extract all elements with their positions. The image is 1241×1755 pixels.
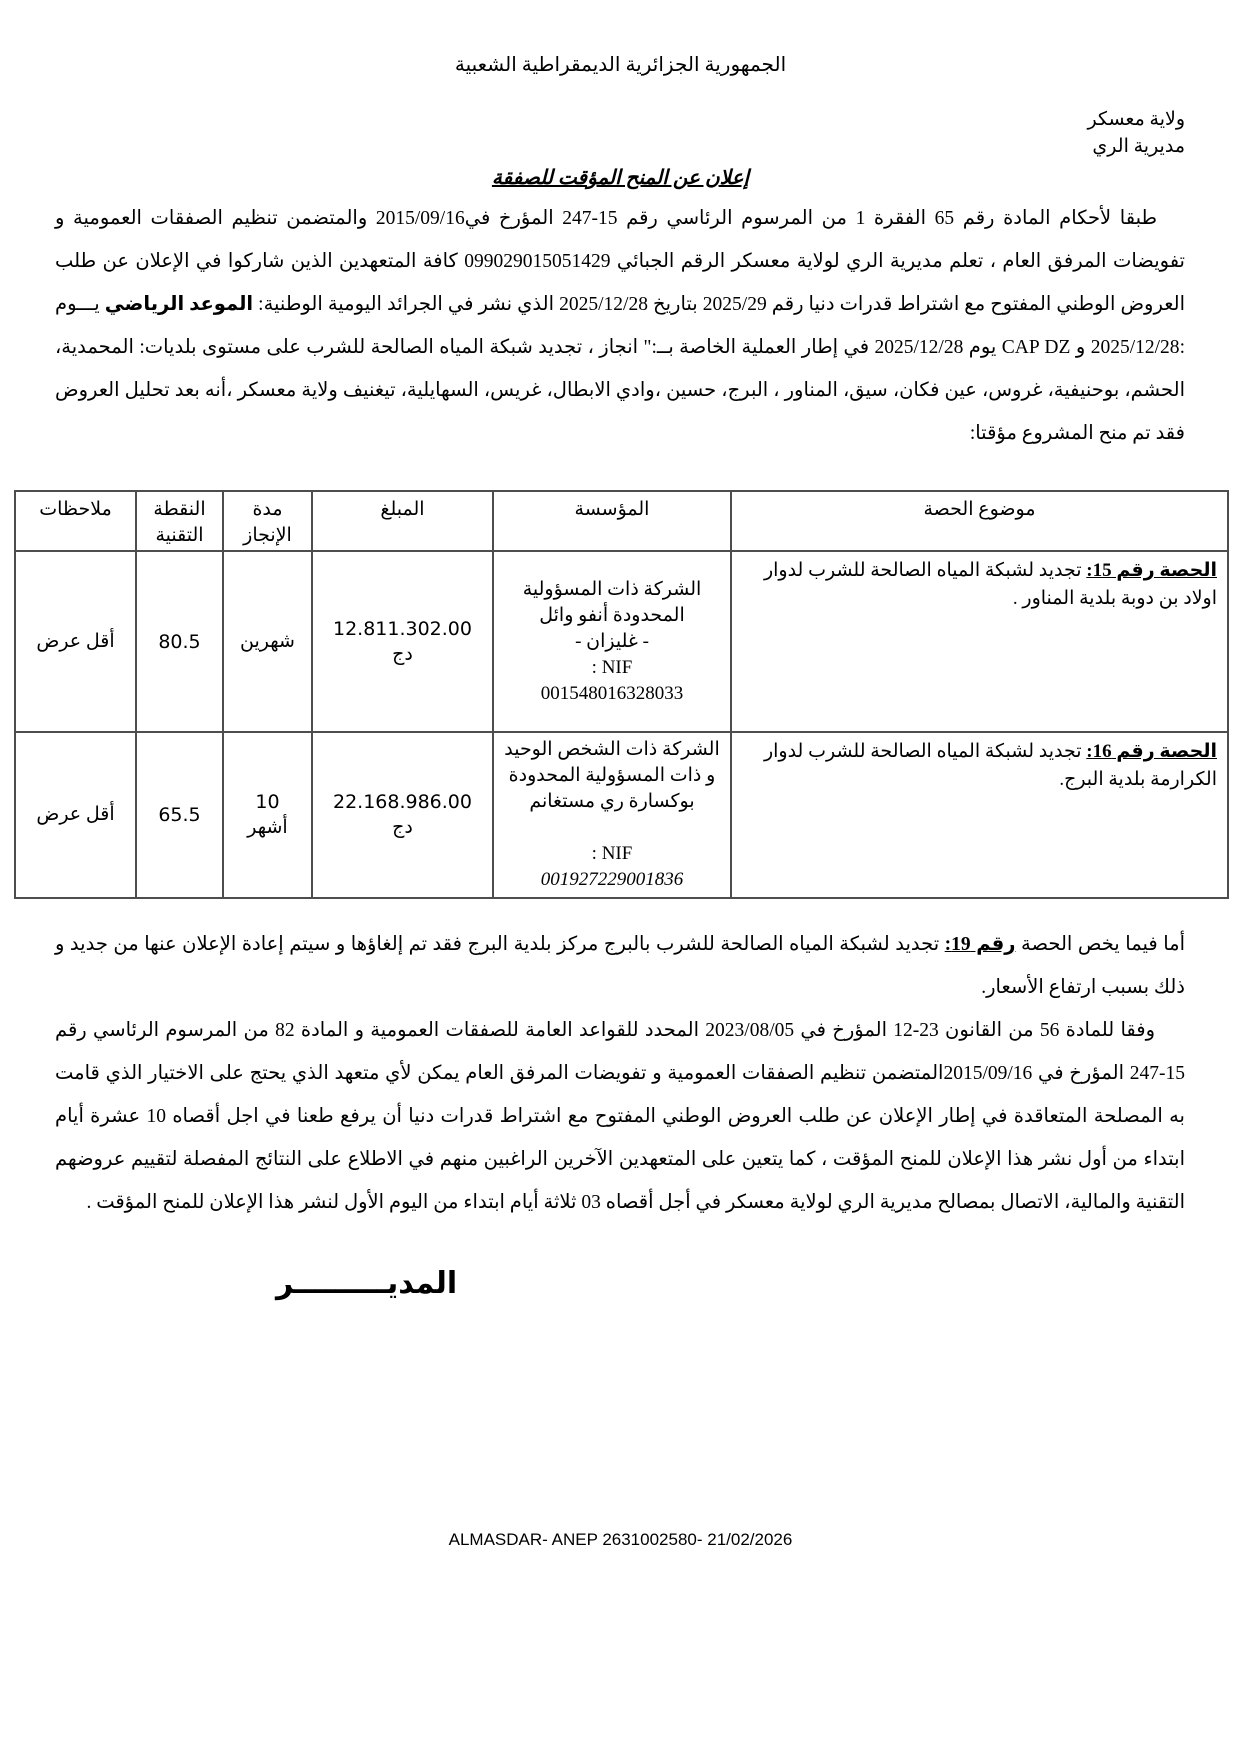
table-header-row bbox=[15, 491, 1228, 551]
lot-19-ref: رقم 19: bbox=[944, 934, 1016, 955]
lot-subject-text: تجديد لشبكة المياه الصالحة للشرب لدوار الكرارمة بلدية البرج. bbox=[763, 741, 1217, 790]
issuing-agency-block bbox=[1087, 106, 1185, 160]
table-row-lot-16 bbox=[15, 732, 1228, 898]
wilaya-name: ولاية معسكر bbox=[1087, 109, 1185, 130]
nif-label: NIF : bbox=[591, 843, 633, 864]
amount-value: 22.168.986.00 bbox=[332, 791, 472, 813]
nif-number: 001548016328033 bbox=[540, 682, 684, 704]
intro-paragraph bbox=[55, 197, 1185, 455]
cancellation-text-b: تجديد لشبكة المياه الصالحة للشرب بالبرج مركز بلدية البرج فقد تم إلغاؤها و سيتم إعادة الإعلان عنها من جديد و ذلك بسبب ارتفاع الأسعار. bbox=[55, 934, 1185, 998]
lot-subject bbox=[731, 732, 1228, 898]
company-name-line: المحدودة أنفو وائل bbox=[539, 604, 685, 626]
lot-number-label: الحصة رقم 15: bbox=[1086, 560, 1217, 581]
company-cell bbox=[493, 551, 731, 732]
newspaper-name: الموعد الرياضي bbox=[104, 294, 254, 315]
nif-label: NIF : bbox=[591, 656, 633, 678]
header-notes: ملاحظات bbox=[15, 491, 136, 551]
blank-line bbox=[496, 815, 728, 841]
company-name-line: بوكسارة ري مستغانم bbox=[529, 791, 695, 812]
amount-cell bbox=[312, 732, 493, 898]
director-signature: المديـــــــــر bbox=[276, 1267, 458, 1300]
duration-value: شهرين bbox=[223, 551, 312, 732]
notes-value: أقل عرض bbox=[15, 551, 136, 732]
notes-value: أقل عرض bbox=[15, 732, 136, 898]
legal-appeal-paragraph: وفقا للمادة 56 من القانون 23-12 المؤرخ في 2023/08/05 المحدد للقواعد العامة للصفقات العمومية و المادة 82 من المرسوم الرئاسي رقم 15-247 المؤرخ في 2015/09/16المتضمن تنظيم الصفقات العمومية و تفويضات المرفق العام يمكن لأي متعهد الذي يحتج على الاختيار الذي قامت به المصلحة المتعاقدة في إطار الإعلان عن طلب العروض الوطني المفتوح مع اشتراط قدرات دنيا أن يرفع طعنا في اجل أقصاه 10 عشرة أيام ابتداء من أول نشر هذا الإعلان للمنح المؤقت ، كما يتعين على المتعهدين الآخرين الراغبين منهم في الاطلاع على النتائج المفصلة لتقييم عروضهم التقنية والمالية، الاتصال بمصالح مديرية الري لولاية معسكر في أجل أقصاه 03 ثلاثة أيام ابتداء من اليوم الأول لنشر هذا الإعلان للمنح المؤقت . bbox=[55, 1020, 1185, 1213]
republic-title: الجمهورية الجزائرية الديمقراطية الشعبية bbox=[454, 54, 787, 76]
technical-score: 80.5 bbox=[136, 551, 223, 732]
intro-text-part2: يـــوم :2025/12/28 و CAP DZ يوم 2025/12/28 في إطار العملية الخاصة بــ:" انجاز ، تجديد شبكة المياه الصالحة للشرب على مستوى بلديات: المحمدية، الحشم، بوحنيفية، غروس، عين فكان، سيق، المناور ، البرج، حسين ،وادي الابطال، غريس، السهايلية، تيغنيف ولاية معسكر ،أنه بعد تحليل العروض فقد تم منح المشروع مؤقتا: bbox=[55, 294, 1185, 444]
currency-label: دج bbox=[392, 817, 413, 838]
anep-footer: ALMASDAR- ANEP 2631002580- 21/02/2026 bbox=[448, 1530, 793, 1549]
cancellation-paragraph bbox=[55, 923, 1185, 1009]
header-company: المؤسسة bbox=[493, 491, 731, 551]
duration-number: 10 bbox=[255, 791, 280, 813]
header-duration: مدة الإنجاز bbox=[223, 491, 312, 551]
company-name-line: الشركة ذات المسؤولية bbox=[522, 578, 702, 600]
nif-number: 001927229001836 bbox=[540, 869, 684, 890]
company-name-line: الشركة ذات الشخص الوحيد bbox=[504, 739, 720, 760]
company-cell bbox=[493, 732, 731, 898]
amount-cell bbox=[312, 551, 493, 732]
duration-unit: أشهر bbox=[247, 817, 288, 838]
directorate-name: مديرية الري bbox=[1092, 136, 1185, 157]
header-amount: المبلغ bbox=[312, 491, 493, 551]
currency-label: دج bbox=[392, 643, 413, 665]
lot-subject-text: تجديد لشبكة المياه الصالحة للشرب لدوار اولاد بن دوبة بلدية المناور . bbox=[763, 560, 1217, 609]
company-name-line: - غليزان - bbox=[575, 630, 649, 652]
header-score: النقطة التقنية bbox=[136, 491, 223, 551]
duration-cell bbox=[223, 732, 312, 898]
lot-number-label: الحصة رقم 16: bbox=[1086, 741, 1217, 762]
company-name-line: و ذات المسؤولية المحدودة bbox=[508, 765, 716, 786]
header-subject: موضوع الحصة bbox=[731, 491, 1228, 551]
technical-score: 65.5 bbox=[136, 732, 223, 898]
table-row-lot-15 bbox=[15, 551, 1228, 732]
lot-subject bbox=[731, 551, 1228, 732]
announcement-title: إعلان عن المنح المؤقت للصفقة bbox=[491, 167, 750, 189]
closing-paragraphs bbox=[55, 923, 1185, 1224]
awards-table bbox=[14, 490, 1229, 899]
cancellation-text-a: أما فيما يخص الحصة bbox=[1015, 934, 1185, 955]
intro-text-part1: طبقا لأحكام المادة رقم 65 الفقرة 1 من المرسوم الرئاسي رقم 15-247 المؤرخ في2015/09/16 والمتضمن تنظيم الصفقات العمومية و تفويضات المرفق العام ، تعلم مديرية الري لولاية معسكر الرقم الجبائي 099029015051429 كافة المتعهدين الذين شاركوا في الإعلان عن طلب العروض الوطني المفتوح مع اشتراط قدرات دنيا رقم 2025/29 بتاريخ 2025/12/28 الذي نشر في الجرائد اليومية الوطنية: bbox=[55, 208, 1185, 315]
amount-value: 12.811.302.00 bbox=[332, 617, 472, 640]
